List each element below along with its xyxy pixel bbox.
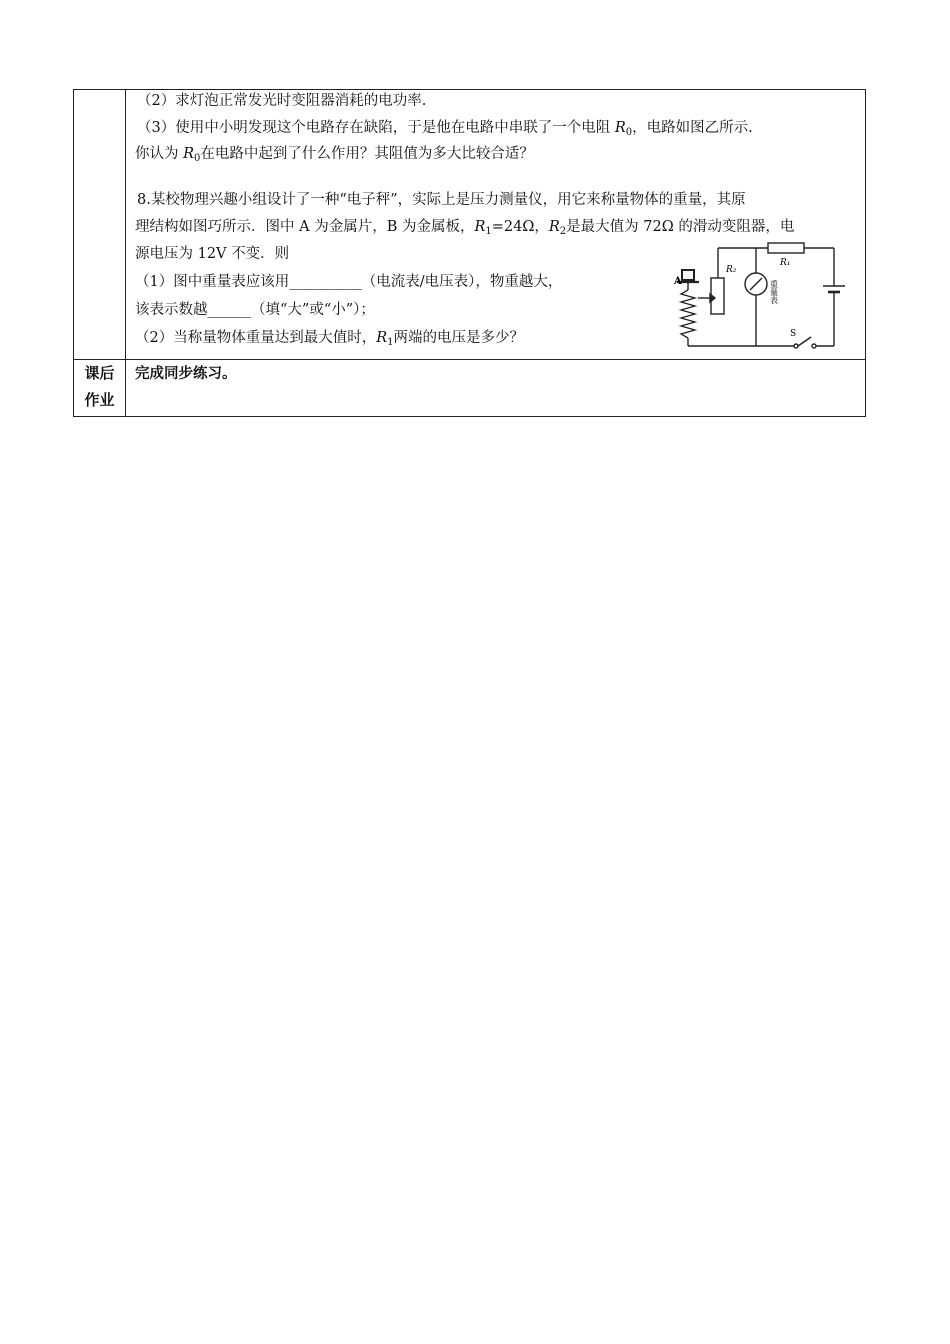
electronic-scale-circuit-figure [674, 242, 860, 354]
q8-line3: 源电压为 12V 不变．则 [135, 246, 290, 262]
q7-part3-text-a: （3）使用中小明发现这个电路存在缺陷，于是他在电路中串联了一个电阻 [137, 120, 615, 136]
q8-sub1-line2: 该表示数越______（填“大”或“小”）； [135, 302, 375, 318]
q8-sub2-text-b: 两端的电压是多少？ [393, 330, 525, 346]
row-divider [74, 359, 865, 360]
q8-line2-text-a: 理结构如图巧所示．图中 A 为金属片，B 为金属板， [135, 219, 475, 235]
worksheet-table [73, 89, 866, 417]
r1-symbol: $R_1$ [474, 219, 492, 237]
q8-line2 [135, 217, 794, 242]
label-r2: R₂ [726, 265, 737, 275]
r0-symbol: $R_0$ [614, 120, 633, 138]
q8-sub2 [135, 328, 524, 353]
q7-part3-text-c: 你认为 [135, 146, 184, 162]
q8-line2-text-b: =24Ω， [491, 219, 549, 235]
q8-sub2-text-a: （2）当称量物体重量达到最大值时， [135, 330, 377, 346]
q7-part3-text-b: ，电路如图乙所示. [632, 120, 753, 136]
q7-part2: （2）求灯泡正常发光时变阻器消耗的电功率. [137, 93, 427, 109]
homework-label-line1: 课后 [84, 364, 115, 382]
resistor-r1 [768, 243, 804, 253]
homework-label-line2: 作业 [84, 391, 115, 409]
r2-symbol: $R_2$ [548, 219, 567, 237]
q7-part3-text-d: 在电路中起到了什么作用？其阻值为多大比较合适？ [200, 146, 534, 162]
q7-part3-line1 [137, 118, 753, 143]
label-r1: R₁ [780, 258, 791, 268]
q8-sub1-line1: （1）图中重量表应该用__________（电流表/电压表），物重越大， [135, 274, 563, 290]
meter-label: 重量表 [769, 280, 779, 304]
q8-line1: 8.某校物理兴趣小组设计了一种“电子秤”，实际上是压力测量仪，用它来称量物体的重量，其原 [137, 192, 746, 208]
switch-label: S [790, 329, 797, 339]
q8-line2-text-c: 是最大值为 72Ω 的滑动变阻器，电 [566, 219, 795, 235]
label-a: A [674, 276, 682, 287]
homework-content: 完成同步练习。 [135, 366, 237, 382]
r0-symbol: $R_0$ [183, 146, 201, 164]
r1-symbol: $R_1$ [376, 330, 394, 348]
column-divider [125, 90, 126, 416]
q7-part3-line2 [135, 144, 534, 169]
